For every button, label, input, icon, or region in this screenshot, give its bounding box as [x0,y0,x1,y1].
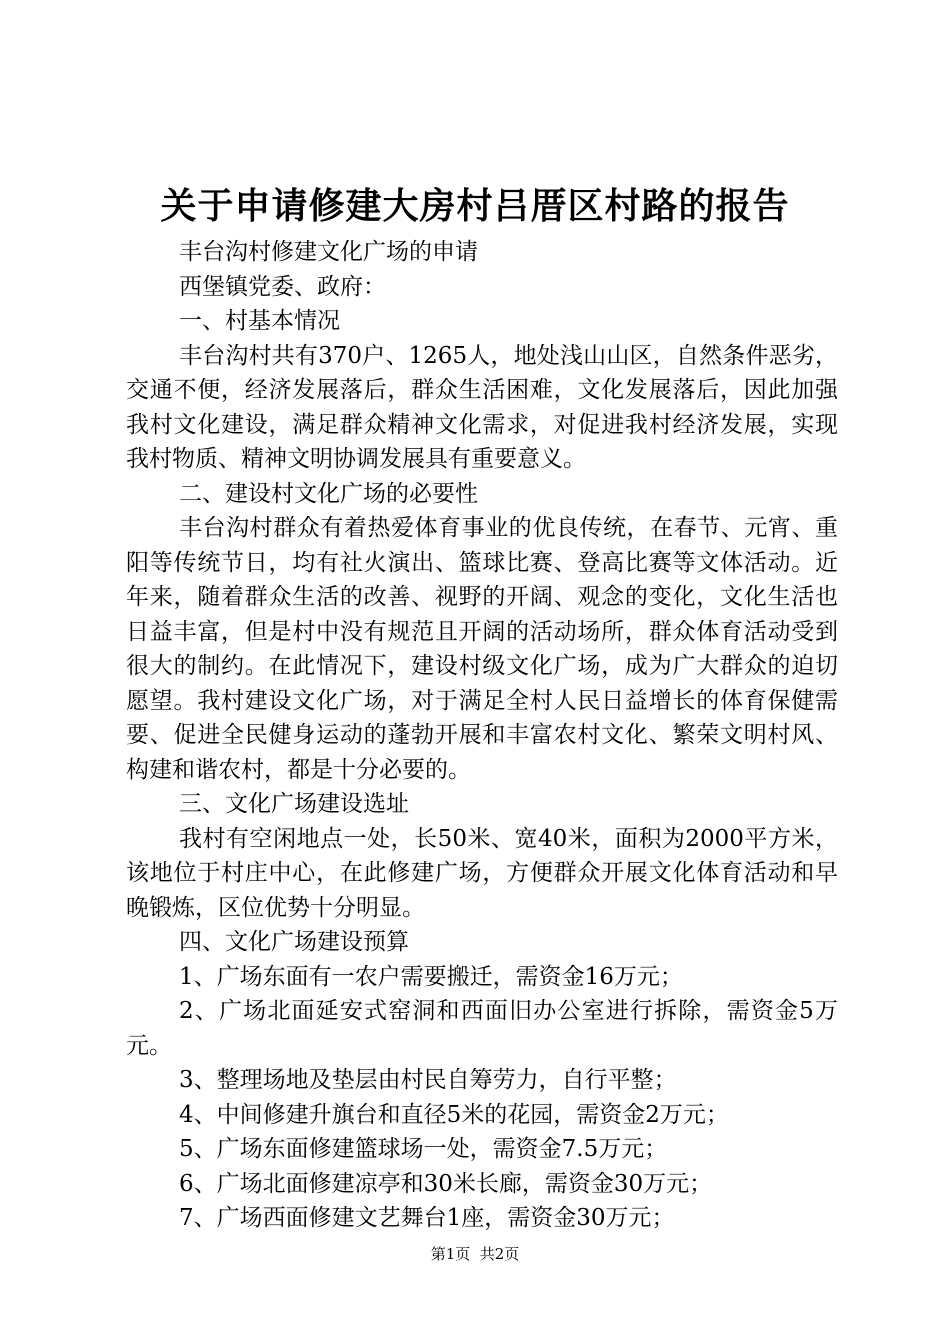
document-title: 关于申请修建大房村吕厝区村路的报告 [160,186,790,227]
section-heading-1: 一、村基本情况 [179,308,340,334]
section-heading-2: 二、建设村文化广场的必要性 [179,480,478,507]
page-number: 第1页 共2页 [430,1245,520,1263]
budget-item-1: 1、广场东面有一农户需要搬迁，需资金16万元； [179,963,683,990]
budget-item-7: 7、广场西面修建文艺舞台1座，需资金30万元； [179,1205,675,1231]
paragraph-basic-situation: 丰台沟村共有370户、1265人，地处浅山山区，自然条件恶劣，交通不便，经济发展落后，群众生活困难，文化发展落后，因此加强我村文化建设，满足群众精神文化需求，对促进我村经济发展，实现我村物质、精神文明协调发展具有重要意义。 [126,342,838,472]
paragraph-necessity: 丰台沟村群众有着热爱体育事业的优良传统，在春节、元宵、重阳等传统节日，均有社火演出、篮球比赛、登高比赛等文体活动。近年来，随着群众生活的改善、视野的开阔、观念的变化，文化生活也日益丰富，但是村中没有规范且开阔的活动场所，群众体育活动受到很大的制约。在此情况下，建设村级文化广场，成为广大群众的迫切愿望。我村建设文化广场，对于满足全村人民日益增长的体育保健需要、促进全民健身运动的蓬勃开展和丰富农村文化、繁荣文明村风、构建和谐农村，都是十分必要的。 [126,515,838,783]
paragraph-subject: 丰台沟村修建文化广场的申请 [179,239,478,265]
paragraph-addressee: 西堡镇党委、政府： [179,273,386,300]
paragraph-site: 我村有空闲地点一处，长50米、宽40米，面积为2000平方米，该地位于村庄中心，在此修建广场，方便群众开展文化体育活动和早晚锻炼，区位优势十分明显。 [126,825,838,921]
section-heading-3: 三、文化广场建设选址 [179,791,409,817]
budget-item-2: 2、广场北面延安式窑洞和西面旧办公室进行拆除，需资金5万元。 [126,998,838,1059]
section-heading-4: 四、文化广场建设预算 [179,929,409,955]
budget-item-5: 5、广场东面修建篮球场一处，需资金7.5万元； [179,1136,668,1162]
budget-item-4: 4、中间修建升旗台和直径5米的花园，需资金2万元； [179,1101,729,1128]
budget-item-6: 6、广场北面修建凉亭和30米长廊，需资金30万元； [179,1170,713,1197]
document-body [126,235,838,1236]
budget-item-3: 3、整理场地及垫层由村民自筹劳力，自行平整； [179,1067,677,1093]
